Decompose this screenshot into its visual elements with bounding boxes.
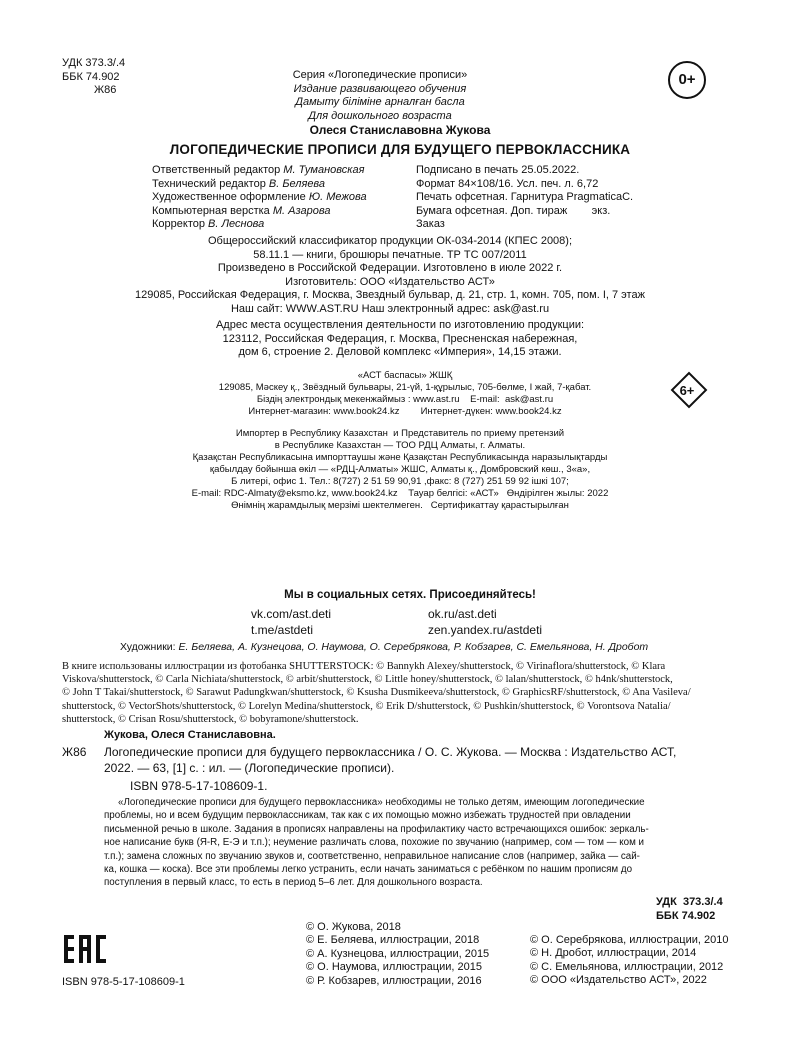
importer-line: E-mail: RDC-Almaty@eksmo.kz, www.book24.kz Тауар белгісі: «АСТ» Өндірілген жылы: 2022: [191, 488, 609, 499]
print-info-line: Бумага офсетная. Доп. тираж экз.: [416, 204, 611, 217]
udk-code: УДК 373.3/.4: [62, 57, 126, 69]
classifier-block: [90, 235, 690, 316]
importer-line: қабылдау бойынша өкіл — «РДЦ-Алматы» ЖШС, Алматы қ., Домбровский көш., 3«а»,: [209, 464, 591, 475]
copyright-line: © С. Емельянова, иллюстрации, 2012: [530, 960, 724, 973]
age-rating-kz-label: 6+: [679, 383, 695, 398]
copyright-line: © ООО «Издательство АСТ», 2022: [530, 974, 707, 987]
series-line: Серия «Логопедические прописи»: [292, 69, 468, 81]
credits-line: shutterstock, © Crisan Rosu/shutterstock, © bobyramone/shutterstock.: [62, 713, 359, 725]
copyright-line: © О. Серебрякова, иллюстрации, 2010: [530, 934, 729, 946]
kz-line: Интернет-магазин: www.book24.kz Интернет-дүкен: www.book24.kz: [248, 406, 562, 417]
credit-row: [152, 218, 367, 232]
importer-line: Өнімнің жарамдылық мерзімі шектелмеген. Сертификаттау қарастырылған: [231, 500, 569, 511]
address-line: дом 6, строение 2. Деловой комплекс «Империя», 14,15 этажи.: [238, 346, 562, 358]
importer-line: Қазақстан Республикасына импорттаушы және Қазақстан Республикасында наразылықтарды: [192, 452, 608, 463]
author-name: Олеся Станиславовна Жукова: [309, 123, 491, 137]
copyrights-left: [306, 921, 489, 988]
credits-line: shutterstock, © VectorShots/shutterstock, © Lorelyn Medina/shutterstock, © Erik D/shutterstock, © Pushkin/shutterstock, © Vorontsova Natalia/: [62, 700, 671, 712]
catalog-line: 2022. — 63, [1] с. : ил. — (Логопедические прописи).: [104, 760, 395, 775]
address-line: Адрес места осуществления деятельности по изготовлению продукции:: [215, 319, 585, 331]
annotation: [104, 796, 649, 890]
copyright-line: © Н. Дробот, иллюстрации, 2014: [530, 947, 697, 960]
importer-line: Б литері, офис 1. Тел.: 8(727) 2 51 59 90,91 ,факс: 8 (727) 251 59 92 ішкі 107;: [231, 476, 569, 487]
classifier-line: Общероссийский классификатор продукции ОК-034-2014 (КПЕС 2008);: [207, 235, 573, 247]
classifier-line: Наш сайт: WWW.AST.RU Наш электронный адрес: ask@ast.ru: [230, 302, 550, 315]
social-link[interactable]: vk.com/ast.deti: [251, 607, 332, 621]
copyright-line: © О. Наумова, иллюстрации, 2015: [306, 961, 482, 974]
annotation-line: ное написание букв (Я-R, Е-Э и т.п.); неумение различать слова, похожие по звучанию (например, сом — том — ком и: [104, 837, 645, 849]
artists-names: Е. Беляева, А. Кузнецова, О. Наумова, О. Серебрякова, Р. Кобзарев, С. Емельянова, Н. Дробот: [178, 641, 649, 653]
print-info-line: Заказ: [416, 218, 445, 230]
credits-right: [416, 164, 633, 232]
print-info-line: Печать офсетная. Гарнитура PragmaticaC.: [416, 191, 634, 203]
annotation-line: поступления в первый класс, то есть в период 5–6 лет. Для дошкольного возраста.: [104, 877, 483, 889]
kz-line: 129085, Мәскеу қ., Звёздный бульвары, 21-үй, 1-құрылыс, 705-бөлме, I жай, 7-қабат.: [218, 382, 592, 393]
credit-name: М. Тумановская: [283, 164, 365, 176]
social-link[interactable]: ok.ru/ast.deti: [428, 607, 497, 621]
catalog-author: Жукова, Олеся Станиславовна.: [104, 729, 276, 741]
copyright-line: © А. Кузнецова, иллюстрации, 2015: [306, 947, 490, 960]
credit-row: [152, 191, 367, 205]
credits-line: Viskova/shutterstock, © Carla Nichiata/shutterstock, © arbit/shutterstock, © Little honey/shutterstock, © lalan/shutterstock, © h4nk/shutterstock,: [62, 674, 673, 686]
importer-block: [150, 428, 650, 512]
credit-role: Ответственный редактор: [152, 164, 284, 176]
credit-role: Корректор: [152, 218, 209, 230]
credit-row: [152, 205, 367, 219]
artists-line: [120, 641, 648, 654]
shutterstock-credits: [62, 660, 691, 726]
annotation-line: письменной речью в школе. Задания в прописях направлены на профилактику часто встречающихся ошибок: зеркаль-: [104, 823, 649, 835]
top-codes: [62, 57, 125, 98]
artists-label: Художники:: [120, 641, 179, 653]
social-link[interactable]: zen.yandex.ru/astdeti: [428, 623, 543, 637]
credit-name: В. Беляева: [268, 177, 326, 190]
classifier-line: 58.11.1 — книги, брошюры печатные. ТР ТС 007/2011: [253, 248, 527, 261]
isbn-bottom: ISBN 978-5-17-108609-1: [62, 976, 185, 988]
copyright-line: © Р. Кобзарев, иллюстрации, 2016: [306, 974, 482, 987]
address-line: 123112, Российская Федерация, г. Москва, Пресненская набережная,: [222, 332, 578, 345]
catalog-isbn: ISBN 978-5-17-108609-1.: [130, 779, 268, 793]
copyrights-right: [530, 934, 728, 988]
catalog-code: Ж86: [94, 84, 117, 96]
social-links-right: [428, 606, 542, 638]
social-links-left: [251, 606, 331, 638]
age-rating-icon: 0+: [668, 61, 706, 99]
series-line: Дамыту біліміне арналған басла: [295, 96, 465, 108]
classifier-line: Изготовитель: ООО «Издательство АСТ»: [285, 275, 495, 288]
kz-line: «АСТ баспасы» ЖШҚ: [357, 370, 453, 381]
social-link[interactable]: t.me/astdeti: [251, 623, 314, 637]
annotation-line: ка, кошка — коска). Все эти проблемы легко устранить, если начать заниматься с ребёнком по нашим прописям до: [104, 864, 633, 876]
book-title: ЛОГОПЕДИЧЕСКИЕ ПРОПИСИ ДЛЯ БУДУЩЕГО ПЕРВОКЛАССНИКА: [169, 142, 631, 157]
classifier-line: Произведено в Российской Федерации. Изготовлено в июле 2022 г.: [217, 262, 563, 274]
print-info-line: Формат 84×108/16. Усл. печ. л. 6,72: [416, 177, 599, 190]
classifier-line: 129085, Российская Федерация, г. Москва, Звездный бульвар, д. 21, стр. 1, комн. 705, пом. I, 7 этаж: [135, 289, 645, 301]
credit-name: М. Азарова: [272, 204, 331, 217]
copyright-line: © Е. Беляева, иллюстрации, 2018: [306, 934, 480, 947]
catalog-line: Логопедические прописи для будущего первоклассника / О. С. Жукова. — Москва : Издательство АСТ,: [104, 745, 677, 759]
annotation-line: т.п.); замена сложных по звучанию звуков и, соответственно, неправильное написание слов (например, зайка — сай-: [104, 850, 640, 862]
credit-role: Компьютерная верстка: [152, 204, 273, 217]
copyright-line: © О. Жукова, 2018: [306, 921, 401, 933]
udk-code: УДК 373.3/.4: [656, 896, 723, 908]
importer-line: в Республике Казахстан — ТОО РДЦ Алматы, г. Алматы.: [274, 440, 526, 451]
bottom-codes: [656, 896, 723, 923]
bbk-code: ББК 74.902: [656, 909, 716, 922]
credits-left: [152, 164, 367, 232]
social-heading: Мы в социальных сетях. Присоединяйтесь!: [284, 589, 536, 601]
credit-role: Художественное оформление: [152, 191, 309, 203]
kz-publisher-block: [175, 370, 635, 418]
credit-name: В. Леснова: [208, 218, 265, 230]
bbk-code: ББК 74.902: [62, 70, 120, 83]
catalog-code: Ж86: [62, 745, 87, 759]
series-line: Издание развивающего обучения: [293, 82, 467, 95]
catalog-description: [104, 745, 676, 795]
series-line: Для дошкольного возраста: [308, 109, 452, 122]
print-info-line: Подписано в печать 25.05.2022.: [416, 164, 580, 176]
annotation-line: «Логопедические прописи для будущего первоклассника» необходимы не только детям, имеющим логопедические: [118, 797, 645, 808]
credit-row: [152, 164, 367, 178]
credit-role: Технический редактор: [152, 177, 269, 190]
importer-line: Импортер в Республику Казахстан и Представитель по приему претензий: [235, 428, 565, 439]
kz-line: Біздің электрондық мекенжаймыз : www.ast.ru E-mail: ask@ast.ru: [256, 394, 554, 405]
credits-line: В книге использованы иллюстрации из фотобанка SHUTTERSTOCK: © Bannykh Alexey/shutterstock, © Virinaflora/shutterstock, © Klara: [62, 661, 666, 672]
credits-line: © John T Takai/shutterstock, © Sarawut Padungkwan/shutterstock, © Ksusha Dusmikeeva/shutterstock, © GraphicsRF/shutterstock, © Ana Vasileva/: [62, 687, 691, 699]
annotation-line: проблемы, но и всем будущим первоклассникам, так как с их помощью можно избежать трудностей при овладении: [104, 810, 631, 822]
series-block: [240, 69, 520, 123]
eac-mark-icon: [64, 935, 106, 963]
credit-row: [152, 178, 367, 192]
activity-address: [190, 319, 610, 360]
credit-name: Ю. Межова: [308, 191, 367, 203]
